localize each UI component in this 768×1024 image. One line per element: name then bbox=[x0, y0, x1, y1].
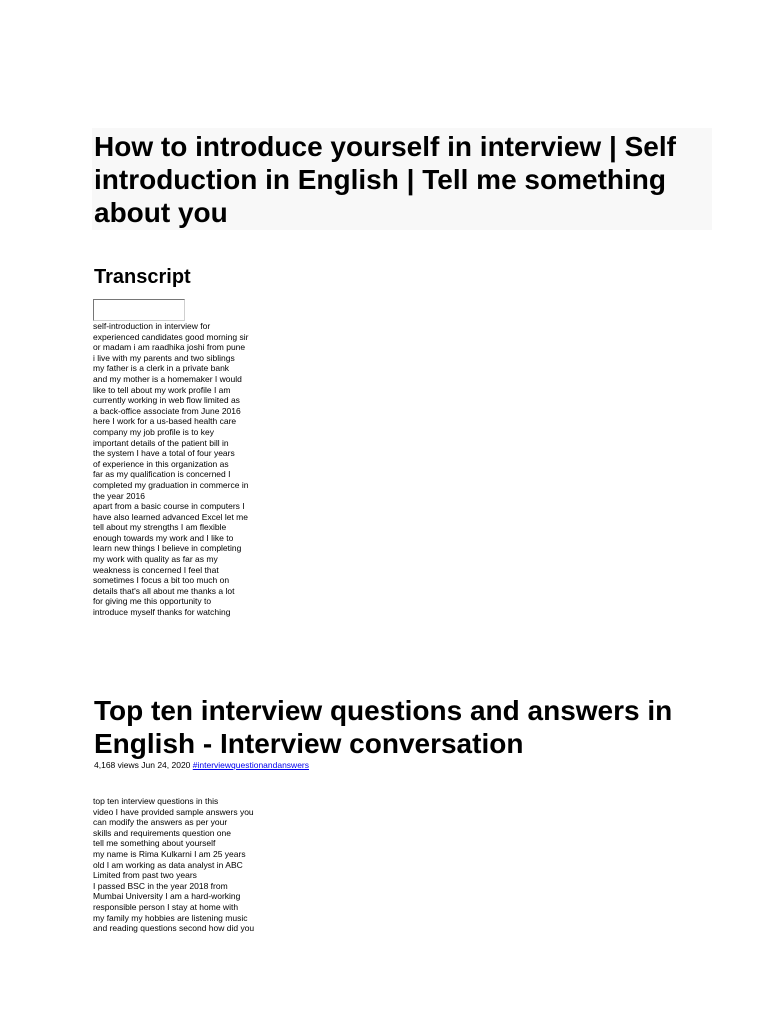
views-date-text: 4,168 views Jun 24, 2020 bbox=[94, 760, 193, 770]
transcript-text: self-introduction in interview for experienced candidates good morning sir or madam i am raadhika joshi from pune i live with my parents and two siblings my father is a clerk in a private bank and my mother is a homemaker I would like to tell about my work profile I am currently working in web flow limited as a back-office associate from June 2016 here I work for a us-based health care company my job profile is to key important details of the patient bill in the system I have a total of four years of experience in this organization as far as my qualification is concerned I completed my graduation in commerce in the year 2016 apart from a basic course in computers I have also learned advanced Excel let me tell about my strengths I am flexible enough towards my work and I like to learn new things I believe in completing my work with quality as far as my weakness is concerned I feel that sometimes I focus a bit too much on details that's all about me thanks a lot for giving me this opportunity to introduce myself thanks for watching bbox=[93, 321, 249, 618]
transcript-heading: Transcript bbox=[94, 266, 191, 288]
second-video-title: Top ten interview questions and answers in English - Interview conversation bbox=[94, 695, 673, 759]
page-title: How to introduce yourself in interview | Self introduction in English | Tell me something about you bbox=[94, 131, 676, 228]
second-transcript-text: top ten interview questions in this video I have provided sample answers you can modify the answers as per your skills and requirements question one tell me something about yourself my name is Rima Kulkarni I am 25 years old I am working as data analyst in ABC Limited from past two years I passed BSC in the year 2018 from Mumbai University I am a hard-working responsible person I stay at home with my family my hobbies are listening music and reading questions second how did you bbox=[93, 796, 255, 934]
transcript-input-box[interactable] bbox=[93, 299, 185, 321]
hashtag-link[interactable]: #interviewquestionandanswers bbox=[192, 760, 310, 770]
video-meta bbox=[94, 760, 309, 771]
